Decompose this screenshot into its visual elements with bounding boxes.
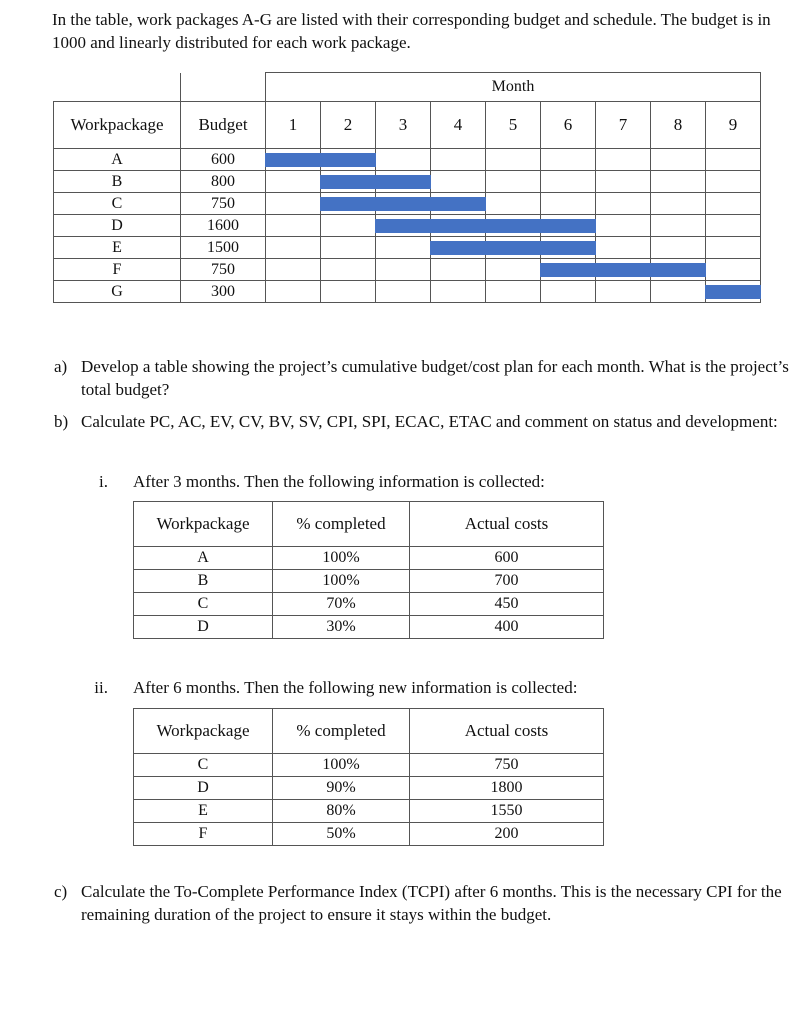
gantt-month-cell	[706, 259, 761, 281]
table-row	[134, 593, 604, 616]
question-a-label: a)	[54, 357, 68, 376]
gantt-month-cell	[596, 237, 651, 259]
question-b-label: b)	[54, 412, 69, 431]
gantt-month-label: 1	[266, 102, 321, 149]
gantt-wp-cell: B	[54, 171, 181, 193]
cell-actual-costs: 1800	[410, 777, 604, 800]
intro-paragraph: In the table, work packages A-G are listed with their corresponding budget and schedule. The budget is in 1000 and linearly distributed for each work package.	[52, 10, 771, 52]
cell-workpackage: C	[134, 754, 273, 777]
gantt-month-cell	[486, 193, 541, 215]
gantt-month-cell	[266, 215, 321, 237]
gantt-bar-segment	[375, 197, 431, 211]
gantt-month-cell	[376, 215, 431, 237]
gantt-month-label: 4	[431, 102, 486, 149]
gantt-bar-segment	[485, 219, 541, 233]
cell-workpackage: D	[134, 777, 273, 800]
gantt-month-label: 3	[376, 102, 431, 149]
gantt-month-cell	[376, 193, 431, 215]
gantt-bar-segment	[320, 175, 376, 189]
gantt-bar-segment	[375, 175, 431, 189]
gantt-row	[54, 149, 761, 171]
gantt-month-label: 7	[596, 102, 651, 149]
gantt-month-cell	[706, 281, 761, 303]
gantt-budget-cell: 1600	[181, 215, 266, 237]
gantt-month-cell	[321, 237, 376, 259]
header-workpackage: Workpackage	[134, 709, 273, 754]
gantt-month-cell	[706, 171, 761, 193]
table-row	[134, 616, 604, 639]
cell-workpackage: E	[134, 800, 273, 823]
gantt-month-cell	[486, 149, 541, 171]
gantt-wp-cell: G	[54, 281, 181, 303]
gantt-month-cell	[431, 281, 486, 303]
gantt-month-cell	[651, 237, 706, 259]
table-row	[134, 777, 604, 800]
gantt-wp-cell: A	[54, 149, 181, 171]
gantt-row	[54, 215, 761, 237]
gantt-month-cell	[596, 259, 651, 281]
gantt-month-cell	[431, 193, 486, 215]
gantt-month-cell	[431, 215, 486, 237]
question-c-text: Calculate the To-Complete Performance Index (TCPI) after 6 months. This is the necessary CPI for the remaining duration of the project to ensure it stays within the budget.	[81, 882, 782, 924]
gantt-month-cell	[376, 171, 431, 193]
gantt-month-cell	[541, 281, 596, 303]
gantt-month-cell	[486, 237, 541, 259]
header-actual-costs: Actual costs	[410, 502, 604, 547]
gantt-month-label: 9	[706, 102, 761, 149]
gantt-month-cell	[596, 149, 651, 171]
question-b-text: Calculate PC, AC, EV, CV, BV, SV, CPI, SPI, ECAC, ETAC and comment on status and development:	[81, 412, 778, 431]
cell-actual-costs: 200	[410, 823, 604, 846]
gantt-bar-segment	[485, 241, 541, 255]
cell-actual-costs: 1550	[410, 800, 604, 823]
table-row	[134, 823, 604, 846]
gantt-table	[53, 72, 761, 303]
gantt-month-cell	[541, 259, 596, 281]
gantt-col-budget: Budget	[181, 102, 266, 149]
gantt-month-cell	[541, 149, 596, 171]
cell-percent-completed: 80%	[273, 800, 410, 823]
gantt-blank-cell	[181, 73, 266, 102]
cell-workpackage: C	[134, 593, 273, 616]
gantt-month-cell	[431, 237, 486, 259]
gantt-month-cell	[321, 281, 376, 303]
table-row	[134, 570, 604, 593]
gantt-month-label: 6	[541, 102, 596, 149]
gantt-row	[54, 237, 761, 259]
gantt-bar-segment	[375, 219, 431, 233]
gantt-month-cell	[431, 149, 486, 171]
cell-actual-costs: 400	[410, 616, 604, 639]
gantt-bar-segment	[320, 197, 376, 211]
question-b-ii-text: After 6 months. Then the following new information is collected:	[133, 678, 578, 697]
question-b-i-label: i.	[99, 472, 108, 491]
gantt-month-cell	[541, 237, 596, 259]
cell-percent-completed: 50%	[273, 823, 410, 846]
cell-workpackage: D	[134, 616, 273, 639]
question-b-i-text: After 3 months. Then the following information is collected:	[133, 472, 545, 491]
gantt-month-cell	[651, 215, 706, 237]
gantt-month-cell	[651, 259, 706, 281]
gantt-column-header-row	[54, 102, 761, 149]
gantt-budget-cell: 600	[181, 149, 266, 171]
gantt-month-label: 8	[651, 102, 706, 149]
cell-workpackage: A	[134, 547, 273, 570]
cell-percent-completed: 90%	[273, 777, 410, 800]
gantt-bar-segment	[430, 197, 486, 211]
gantt-month-cell	[376, 149, 431, 171]
table-after-6-months	[133, 708, 604, 846]
gantt-month-cell	[486, 281, 541, 303]
gantt-bar-segment	[540, 219, 596, 233]
table-header-row	[134, 709, 604, 754]
gantt-month-cell	[541, 171, 596, 193]
gantt-month-cell	[486, 259, 541, 281]
gantt-month-cell	[596, 281, 651, 303]
gantt-month-cell	[266, 171, 321, 193]
gantt-blank-cell	[54, 73, 181, 102]
gantt-month-cell	[321, 215, 376, 237]
gantt-month-cell	[486, 171, 541, 193]
gantt-month-cell	[376, 281, 431, 303]
gantt-month-cell	[541, 193, 596, 215]
gantt-month-header: Month	[266, 73, 761, 102]
header-percent-completed: % completed	[273, 502, 410, 547]
question-a-text: Develop a table showing the project’s cumulative budget/cost plan for each month. What is the project’s total budget?	[81, 357, 789, 399]
gantt-month-cell	[431, 259, 486, 281]
gantt-month-cell	[321, 149, 376, 171]
question-b-ii	[88, 676, 788, 699]
gantt-month-cell	[651, 281, 706, 303]
gantt-month-cell	[266, 193, 321, 215]
gantt-month-cell	[266, 259, 321, 281]
gantt-wp-cell: E	[54, 237, 181, 259]
gantt-bar-segment	[265, 153, 321, 167]
gantt-wp-cell: C	[54, 193, 181, 215]
cell-workpackage: F	[134, 823, 273, 846]
cell-percent-completed: 100%	[273, 547, 410, 570]
gantt-month-cell	[596, 193, 651, 215]
cell-percent-completed: 100%	[273, 754, 410, 777]
gantt-month-cell	[651, 193, 706, 215]
gantt-month-cell	[706, 215, 761, 237]
cell-percent-completed: 70%	[273, 593, 410, 616]
gantt-bar-segment	[430, 241, 486, 255]
gantt-budget-cell: 1500	[181, 237, 266, 259]
gantt-month-cell	[706, 193, 761, 215]
cell-actual-costs: 700	[410, 570, 604, 593]
question-b	[54, 410, 799, 433]
cell-workpackage: B	[134, 570, 273, 593]
table-row	[134, 547, 604, 570]
gantt-bar-segment	[540, 263, 596, 277]
gantt-month-cell	[706, 237, 761, 259]
gantt-row	[54, 281, 761, 303]
table-header-row	[134, 502, 604, 547]
gantt-month-cell	[266, 149, 321, 171]
header-actual-costs: Actual costs	[410, 709, 604, 754]
gantt-month-cell	[266, 237, 321, 259]
question-b-i	[88, 470, 788, 493]
gantt-month-label: 5	[486, 102, 541, 149]
gantt-month-cell	[706, 149, 761, 171]
gantt-wp-cell: D	[54, 215, 181, 237]
gantt-budget-cell: 300	[181, 281, 266, 303]
gantt-row	[54, 171, 761, 193]
gantt-month-cell	[596, 171, 651, 193]
gantt-bar-segment	[595, 263, 651, 277]
gantt-month-cell	[541, 215, 596, 237]
cell-actual-costs: 750	[410, 754, 604, 777]
gantt-month-cell	[321, 259, 376, 281]
gantt-month-cell	[596, 215, 651, 237]
question-c-label: c)	[54, 882, 68, 901]
gantt-month-label: 2	[321, 102, 376, 149]
gantt-bar-segment	[320, 153, 376, 167]
table-row	[134, 800, 604, 823]
cell-percent-completed: 100%	[273, 570, 410, 593]
gantt-month-cell	[486, 215, 541, 237]
gantt-month-cell	[321, 193, 376, 215]
gantt-wp-cell: F	[54, 259, 181, 281]
gantt-month-cell	[431, 171, 486, 193]
cell-actual-costs: 450	[410, 593, 604, 616]
cell-percent-completed: 30%	[273, 616, 410, 639]
gantt-month-cell	[376, 259, 431, 281]
gantt-bar-segment	[430, 219, 486, 233]
gantt-bar-segment	[650, 263, 706, 277]
table-after-3-months	[133, 501, 604, 639]
gantt-row	[54, 259, 761, 281]
gantt-month-header-row	[54, 73, 761, 102]
gantt-bar-segment	[540, 241, 596, 255]
gantt-month-cell	[651, 171, 706, 193]
header-percent-completed: % completed	[273, 709, 410, 754]
gantt-budget-cell: 750	[181, 193, 266, 215]
question-a	[54, 355, 799, 401]
gantt-month-cell	[376, 237, 431, 259]
gantt-month-cell	[651, 149, 706, 171]
gantt-col-workpackage: Workpackage	[54, 102, 181, 149]
gantt-row	[54, 193, 761, 215]
question-c	[54, 880, 799, 926]
gantt-month-cell	[321, 171, 376, 193]
header-workpackage: Workpackage	[134, 502, 273, 547]
table-row	[134, 754, 604, 777]
cell-actual-costs: 600	[410, 547, 604, 570]
gantt-bar-segment	[705, 285, 761, 299]
gantt-budget-cell: 750	[181, 259, 266, 281]
gantt-budget-cell: 800	[181, 171, 266, 193]
question-b-ii-label: ii.	[94, 678, 108, 697]
gantt-month-cell	[266, 281, 321, 303]
